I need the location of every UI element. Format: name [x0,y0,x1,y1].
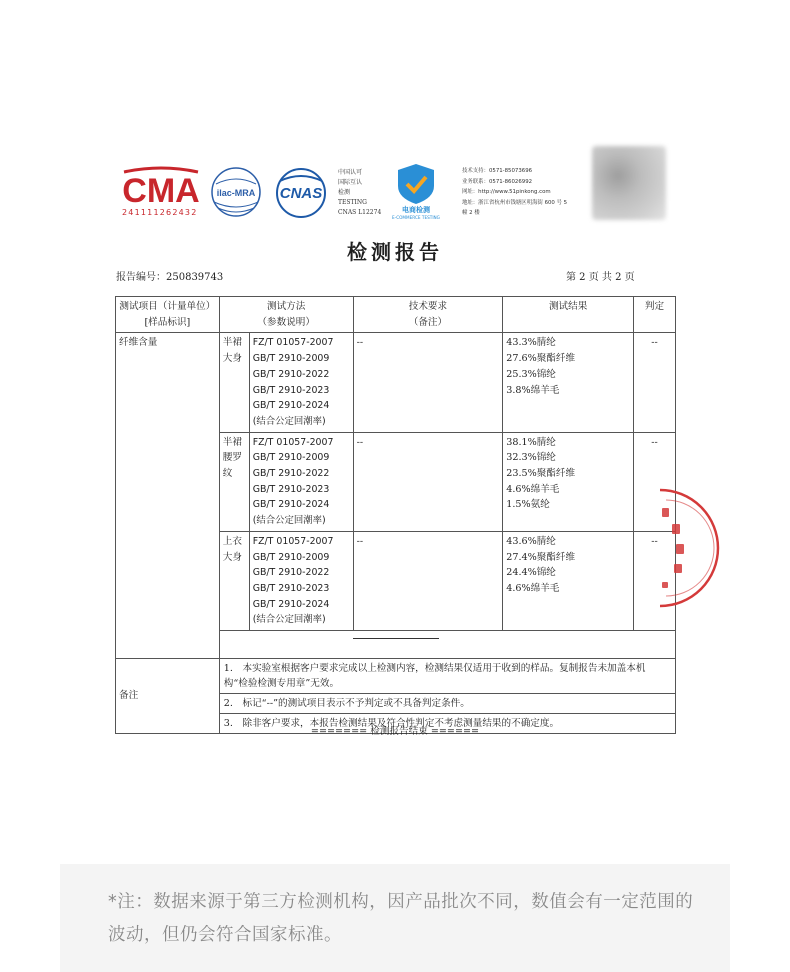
sample-label: 上衣大身 [219,531,249,630]
test-result-table [115,296,676,734]
contact-address-cont: 幢 2 楼 [462,210,480,216]
results-list: 43.6%腈纶 27.4%聚酯纤维 24.4%锦纶 4.6%绵羊毛 [503,531,634,630]
sample-label: 半裙大身 [219,333,249,432]
table-row [116,333,676,432]
contact-info [462,166,567,219]
svg-text:E-COMMERCE TESTING: E-COMMERCE TESTING [392,215,440,220]
cma-number: 241111262432 [122,208,198,217]
standards-list: FZ/T 01057-2007 GB/T 2910-2009 GB/T 2910-2022 GB/T 2910-2023 GB/T 2910-2024 (结合公定回潮率) [249,432,353,531]
separator-line [353,638,439,639]
contact-website: 网址：http://www.51pinkong.com [462,189,551,195]
header-result: 测试结果 [503,297,634,333]
verdict-cell: -- [634,432,676,531]
table-header-row [116,297,676,333]
verdict-cell: -- [634,333,676,432]
header-test-item: 测试项目（计量单位） [样品标识] [116,297,220,333]
verdict-cell: -- [634,531,676,630]
note-item: 2. 标记“--”的测试项目表示不予判定或不具备判定条件。 [220,694,675,714]
cnas-accreditation-lines: 中国认可 国际互认 检测 TESTING CNAS L12274 [338,169,382,216]
sample-label: 半裙腰罗纹 [219,432,249,531]
note-item: 3. 除非客户要求，本报告检测结果及符合性判定不考虑测量结果的不确定度。 [223,718,560,730]
ilac-mra-logo [210,166,262,218]
cnas-text: CNAS [279,185,323,202]
requirement-cell: -- [353,333,503,432]
header-verdict: 判定 [634,297,676,333]
results-list: 43.3%腈纶 27.6%聚酯纤维 25.3%锦纶 3.8%绵羊毛 [503,333,634,432]
contact-phone-business: 业务联系：0571-86026992 [462,178,533,185]
ecommerce-testing-logo [388,162,444,220]
standards-list: FZ/T 01057-2007 GB/T 2910-2009 GB/T 2910-2022 GB/T 2910-2023 GB/T 2910-2024 (结合公定回潮率) [249,531,353,630]
cnas-logo [268,167,334,219]
official-seal-stamp [640,486,720,610]
contact-address: 地址：浙江省杭州市钱塘区明海街 600 号 5 [462,199,568,206]
qr-code-blurred [592,146,666,220]
header-requirement: 技术要求 （备注） [353,297,503,333]
note-item: 1. 本实验室根据客户要求完成以上检测内容，检测结果仅适用于收到的样品。复制报告未加盖本机构“检验检测专用章”无效。 [220,659,675,694]
header-test-method: 测试方法 （参数说明） [219,297,353,333]
requirement-cell: -- [353,531,503,630]
page-number: 第 2 页 共 2 页 [566,272,635,283]
ilac-text: ilac-MRA [216,188,256,198]
report-number: 报告编号：250839743 [116,272,224,283]
report-end-marker: ======= 检测报告结束 ====== [310,726,480,737]
notes-label: 备注 [116,659,220,734]
cma-logo-text: CMA [122,172,200,210]
standards-list: FZ/T 01057-2007 GB/T 2910-2009 GB/T 2910-2022 GB/T 2910-2023 GB/T 2910-2024 (结合公定回潮率) [249,333,353,432]
results-list: 38.1%腈纶 32.3%锦纶 23.5%聚酯纤维 4.6%绵羊毛 1.5%氨纶 [503,432,634,531]
svg-text:电商检测: 电商检测 [402,206,430,214]
report-title: 检测报告 [347,240,443,264]
disclaimer-text: *注：数据来源于第三方检测机构，因产品批次不同，数值会有一定范围的波动，但仍会符合国家标准。 [108,892,694,945]
requirement-cell: -- [353,432,503,531]
contact-phone-support: 技术支持：0571-85073696 [462,168,533,174]
test-item-cell: 纤维含量 [116,333,220,659]
